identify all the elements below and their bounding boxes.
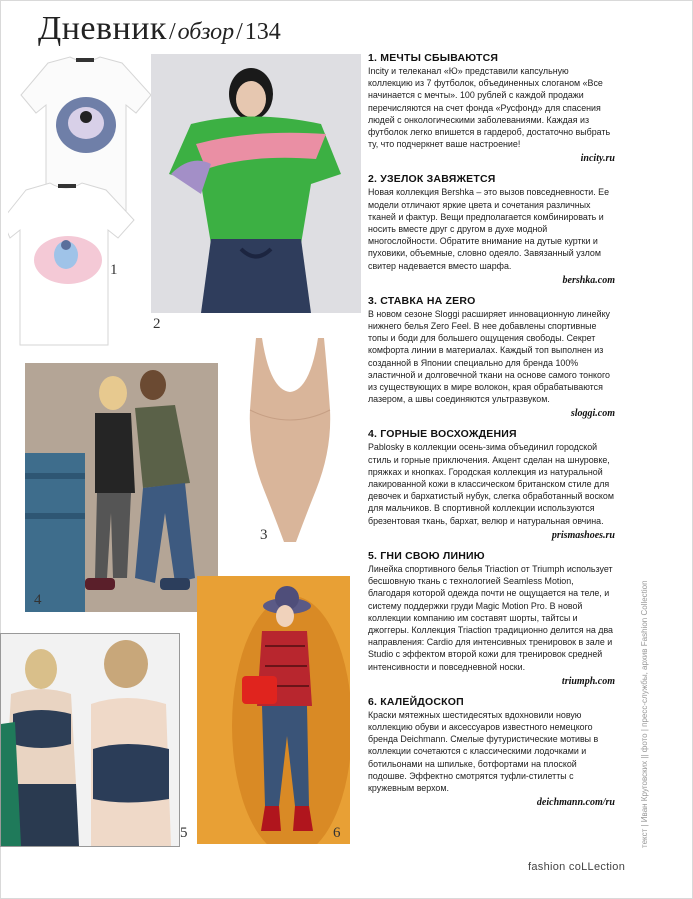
article-website: bershka.com	[562, 274, 615, 286]
header-section: обзор	[177, 19, 235, 45]
article-title: 6. КАЛЕЙДОСКОП	[368, 695, 464, 708]
article-body: Incity и телеканал «Ю» представили капсульную коллекцию из 7 футболок, объединенных слоганом «Все начинается с мечты». 100 рублей с каждой продажи перечисляются на счет фонда «Русфонд» для спасения людей с онкологическими заболеваниями. Каждая из футболок легко впишется в гардероб, достаточно выбрать ту, что подчеркнет ваше настроение!	[368, 66, 611, 150]
sloggi-bodysuit-image	[236, 330, 344, 548]
header-separator: /	[168, 19, 176, 45]
article-body: Pablosky в коллекции осень-зима объединил городской стиль и горные приключения. Акцент сделан на шнуровке, пряжках и кнопках. Городская коллекция из натуральной лакированной кожи в классическом британском стиле для девочек и бархатистый нубук, слегка обработанный воском для мальчиков. В спортивной коллекции используются брезентовая ткань, бархат, велюр и натуральная овчина.	[368, 442, 614, 526]
articles-column	[368, 52, 615, 817]
article-website: deichmann.com/ru	[536, 797, 615, 809]
article-title: 5. ГНИ СВОЮ ЛИНИЮ	[368, 549, 485, 562]
caption-6: 6	[333, 825, 341, 841]
page-header	[38, 10, 281, 48]
article-title: 3. СТАВКА НА ZERO	[368, 294, 476, 307]
article-voskhozhdeniya	[368, 428, 615, 540]
article-website: triumph.com	[561, 675, 615, 687]
article-title: 2. УЗЕЛОК ЗАВЯЖЕТСЯ	[368, 173, 496, 186]
article-uzelok	[368, 173, 615, 285]
article-website: sloggi.com	[570, 408, 615, 420]
article-body: Линейка спортивного белья Triaction от Triumph использует бесшовную ткань с технологией Seamless Motion, благодаря которой одежда почти не ощущается на теле, и систему поддержки груди Magic Motion Pro. В новой коллекции компанию им составят шорты, тайтсы и джоггеры. Коллекция Triaction традиционно делится на два направления: Cardio для интенсивных тренировок в зале и Studio с эффектом второй кожи для тренировок средней интенсивности и повседневной носки.	[368, 563, 613, 672]
article-body: Новая коллекция Bershka – это вызов повседневности. Ее модели отличают яркие цвета и сочетания различных тканей и фактур. Вещи предполагается комбинировать и носить вместе друг с другом в духе модной многослойности. Обратите внимание на дутые куртки и пуховики, объемные, словно одеяло. Завязанный узлом свитер надевается вместо шарфа.	[368, 187, 610, 271]
caption-5: 5	[180, 825, 188, 841]
article-body: В новом сезоне Sloggi расширяет инновационную линейку нижнего белья Zero Feel. В нее добавлены спортивные топы и боди для большего ощущения свободы. Секрет комфорта линии в материалах. Каждый топ выполнен из созданной в Японии специально для бренда 100% эластичной и долговечной ткани на основе самого тонкого из существующих в мире волокон, края обрабатываются лазером, а швы соединяются ультразвуком.	[368, 308, 610, 405]
article-title: 4. ГОРНЫЕ ВОСХОЖДЕНИЯ	[368, 428, 517, 441]
caption-4: 4	[34, 592, 42, 608]
article-website: prismashoes.ru	[551, 529, 615, 541]
article-kaleidoskop	[368, 696, 615, 808]
header-title: Дневник	[38, 10, 167, 47]
pablosky-kids-image	[25, 363, 218, 612]
article-title: 1. МЕЧТЫ СБЫВАЮТСЯ	[368, 52, 499, 64]
article-body: Краски мятежных шестидесятых вдохновили новую коллекцию обуви и аксессуаров известного немецкого бренда Deichmann. Смелые футуристические мотивы в коллекции сочетаются с классическими лодочками и ботильонами на шпильке, ботфортами на плоской подошве. Эффектно смотрятся туфли-стилетты с кружевным верхом.	[368, 709, 599, 793]
caption-1: 1	[110, 262, 118, 278]
tshirts-image	[8, 55, 153, 350]
article-mechty	[368, 52, 615, 164]
article-website: incity.ru	[580, 153, 615, 165]
page-number: 134	[244, 19, 281, 45]
bershka-model-image	[151, 54, 361, 313]
magazine-footer: fashion coLLection	[528, 861, 626, 873]
header-separator: /	[236, 19, 243, 45]
triumph-sportswear-image	[0, 633, 180, 847]
caption-3: 3	[260, 527, 268, 543]
photo-credit: текст | Иван Круговских || фото | пресс-службы, архив Fashion Collection	[640, 580, 649, 848]
article-zero	[368, 295, 615, 420]
deichmann-model-image	[197, 576, 350, 844]
article-liniya	[368, 550, 615, 687]
caption-2: 2	[153, 316, 161, 332]
